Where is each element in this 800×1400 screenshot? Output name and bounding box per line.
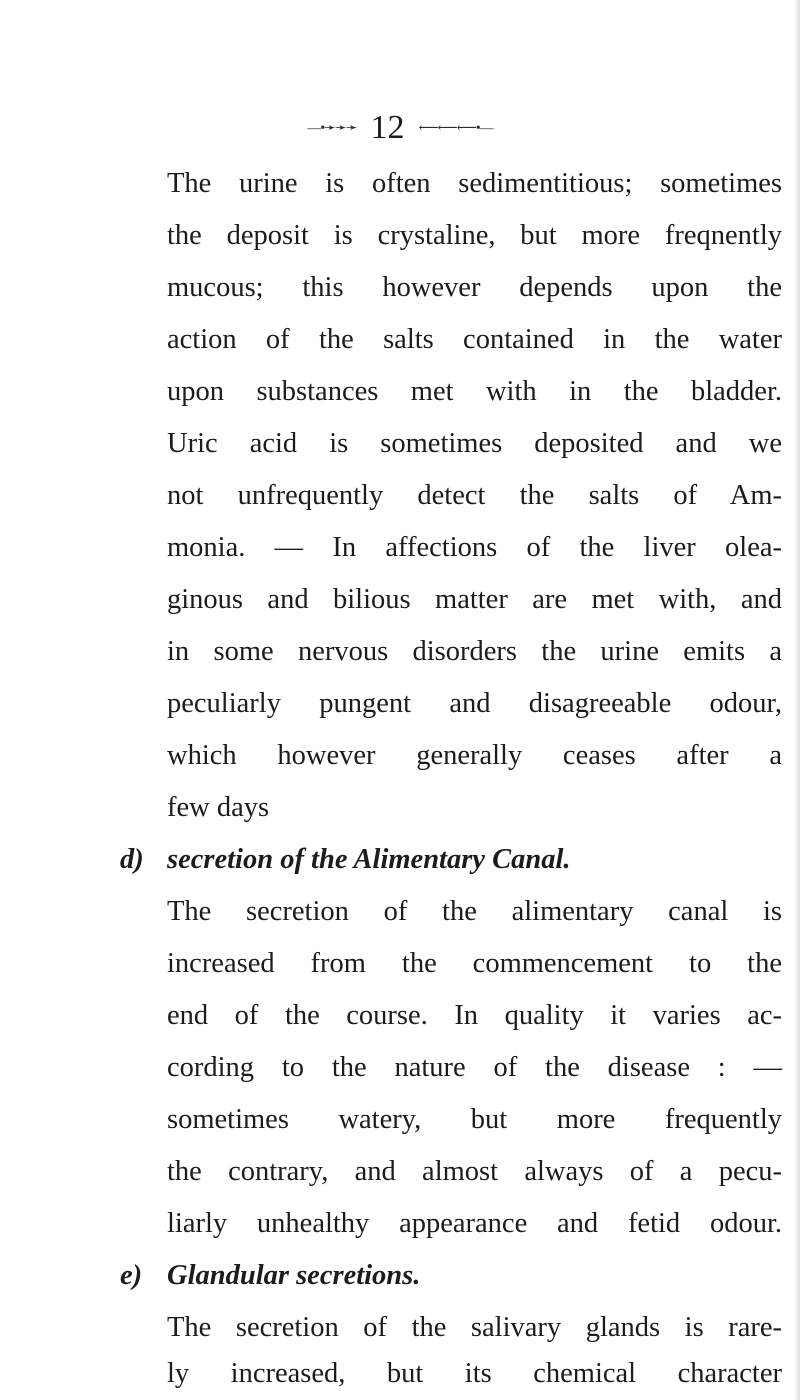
text-line: sometimes watery, but more frequently bbox=[167, 1104, 782, 1135]
text-line: The secretion of the salivary glands is rare- bbox=[167, 1312, 782, 1343]
text-line: mucous; this however depends upon the bbox=[167, 272, 782, 303]
text-line: end of the course. In quality it varies ac- bbox=[167, 1000, 782, 1031]
text-line: in some nervous disorders the urine emits a bbox=[167, 636, 782, 667]
text-line: The urine is often sedimentitious; sometimes bbox=[167, 168, 782, 199]
page-edge-shadow bbox=[794, 0, 800, 1400]
text-line: Uric acid is sometimes deposited and we bbox=[167, 428, 782, 459]
text-line: ginous and bilious matter are met with, and bbox=[167, 584, 782, 615]
text-line: ly increased, but its chemical character bbox=[167, 1358, 782, 1389]
text-line: peculiarly pungent and disagreeable odour, bbox=[167, 688, 782, 719]
text-line: increased from the commencement to the bbox=[167, 948, 782, 979]
text-line: few days bbox=[167, 792, 270, 823]
right-ornament: ⟵⟵⟵•— bbox=[418, 120, 493, 136]
text-line: liarly unhealthy appearance and fetid odour. bbox=[167, 1208, 782, 1239]
text-line: the deposit is crystaline, but more freqnently bbox=[167, 220, 782, 251]
text-line: the contrary, and almost always of a pecu- bbox=[167, 1156, 782, 1187]
section-label-d: d) bbox=[120, 844, 144, 875]
left-ornament: —•➛➛➛ bbox=[307, 120, 357, 136]
section-heading-alimentary-canal: secretion of the Alimentary Canal. bbox=[167, 844, 571, 875]
text-line: The secretion of the alimentary canal is bbox=[167, 896, 782, 927]
page-number: 12 bbox=[370, 109, 405, 146]
text-line: monia. — In affections of the liver olea- bbox=[167, 532, 782, 563]
section-label-e: e) bbox=[120, 1260, 143, 1291]
text-line: upon substances met with in the bladder. bbox=[167, 376, 782, 407]
section-heading-glandular-secretions: Glandular secretions. bbox=[167, 1260, 421, 1291]
text-line: action of the salts contained in the water bbox=[167, 324, 782, 355]
text-line: which however generally ceases after a bbox=[167, 740, 782, 771]
text-line: not unfrequently detect the salts of Am- bbox=[167, 480, 782, 511]
text-line: cording to the nature of the disease : — bbox=[167, 1052, 782, 1083]
page-header bbox=[0, 108, 800, 148]
